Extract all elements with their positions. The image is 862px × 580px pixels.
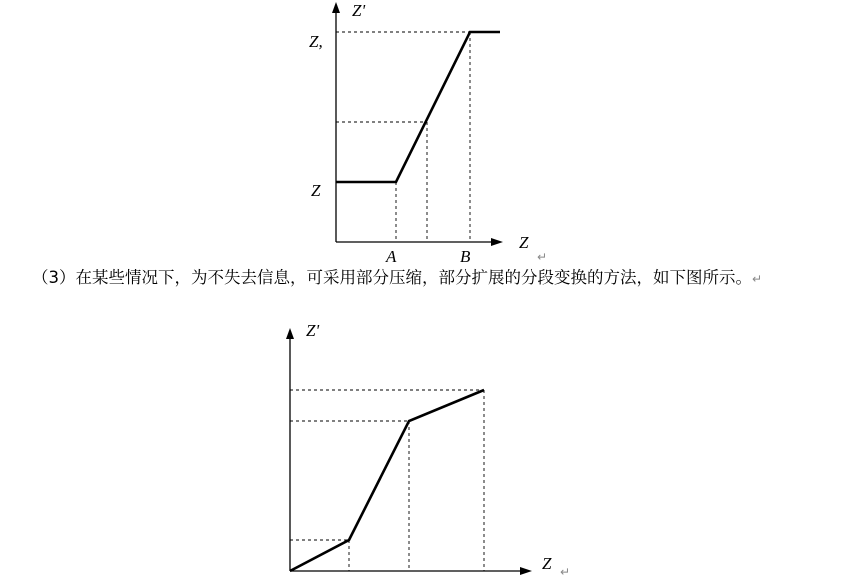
figure-2-x-label: Z: [542, 554, 552, 573]
figure-1-piecewise-clip: [309, 1, 547, 266]
figure-1-y-axis-arrow-icon: [332, 2, 340, 13]
paragraph-return-mark-icon: ↵: [752, 272, 763, 286]
figure-1-transfer-curve: [336, 32, 500, 182]
figure-1-bottom-level-label: Z: [311, 181, 321, 200]
figure-2-transfer-curve: [290, 390, 484, 571]
figure-1-y-label: Z': [352, 1, 366, 20]
body-paragraph: [16, 264, 846, 293]
figure-2-x-axis-arrow-icon: [520, 567, 532, 575]
figure-2-y-label: Z': [306, 321, 320, 340]
figure-2-return-mark-icon: ↵: [560, 565, 571, 579]
figure-1-top-level-label: Z,: [309, 32, 323, 51]
paragraph-text: （3）在某些情况下，为不失去信息，可采用部分压缩，部分扩展的分段变换的方法，如下图所示。: [32, 268, 752, 287]
figure-2-piecewise-linear: [286, 321, 570, 579]
figure-1-tick-b: B: [460, 247, 471, 266]
figure-1-x-axis-arrow-icon: [491, 238, 503, 246]
figure-1-x-label: Z: [519, 233, 529, 252]
figure-1-return-mark-icon: ↵: [537, 250, 548, 264]
figure-1-tick-a: A: [386, 247, 397, 266]
figure-2-y-axis-arrow-icon: [286, 328, 294, 339]
